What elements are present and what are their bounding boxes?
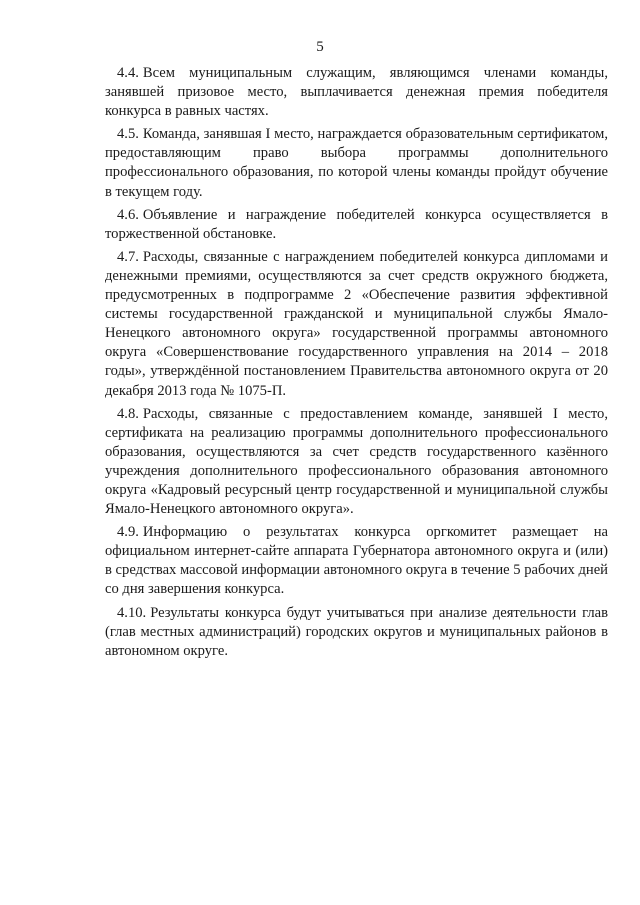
paragraph-number: 4.8. xyxy=(117,405,139,422)
document-body xyxy=(105,64,608,665)
paragraph-text: Результаты конкурса будут учитываться при анализе деятельности глав (глав местных администраций) городских округов и муниципальных районов в автономном округе. xyxy=(105,604,608,659)
paragraph-number: 4.7. xyxy=(117,248,139,265)
paragraph-text: Команда, занявшая I место, награждается образовательным сертификатом, предоставляющим право выбора программы дополнительного профессионального образования, по которой члены команды пройдут обучение в текущем году. xyxy=(105,126,608,200)
paragraph-4-6 xyxy=(105,206,608,244)
page-number: 5 xyxy=(316,39,324,55)
paragraph-number: 4.5. xyxy=(117,126,139,143)
paragraph-text: Объявление и награждение победителей конкурса осуществляется в торжественной обстановке. xyxy=(105,206,608,242)
paragraph-text: Расходы, связанные с предоставлением команде, занявшей I место, сертификата на реализацию программы дополнительного профессионального образования, осуществляются за счет средств государственного казённого учреждения дополнительного профессионального образования автономного округа «Кадровый ресурсный центр государственной и муниципальной службы Ямало-Ненецкого автономного округа». xyxy=(105,405,608,518)
paragraph-number: 4.10. xyxy=(117,604,147,621)
paragraph-4-10 xyxy=(105,604,608,661)
paragraph-4-7 xyxy=(105,248,608,401)
paragraph-text: Расходы, связанные с награждением победителей конкурса дипломами и денежными премиями, осуществляются за счет средств окружного бюджета, предусмотренных в подпрограмме 2 «Обеспечение развития эффективной системы государственной гражданской и муниципальной службы Ямало-Ненецкого автономного округа» государственной программы автономного округа «Совершенствование государственного управления на 2014 – 2018 годы», утверждённой постановлением Правительства автономного округа от 20 декабря 2013 года № 1075-П. xyxy=(105,248,608,399)
paragraph-4-4 xyxy=(105,64,608,121)
paragraph-text: Информацию о результатах конкурса оргкомитет размещает на официальном интернет-сайте аппарата Губернатора автономного округа и (или) в средствах массовой информации автономного округа в течение 5 рабочих дней со дня завершения конкурса. xyxy=(105,524,608,598)
paragraph-4-5 xyxy=(105,125,608,201)
paragraph-4-8 xyxy=(105,405,608,520)
paragraph-number: 4.6. xyxy=(117,206,139,223)
paragraph-number: 4.4. xyxy=(117,65,139,81)
paragraph-text: Всем муниципальным служащим, являющимся членами команды, занявшей призовое место, выплачивается денежная премия победителя конкурса в равных частях. xyxy=(105,65,608,120)
paragraph-number: 4.9. xyxy=(117,524,139,541)
paragraph-4-9 xyxy=(105,523,608,599)
